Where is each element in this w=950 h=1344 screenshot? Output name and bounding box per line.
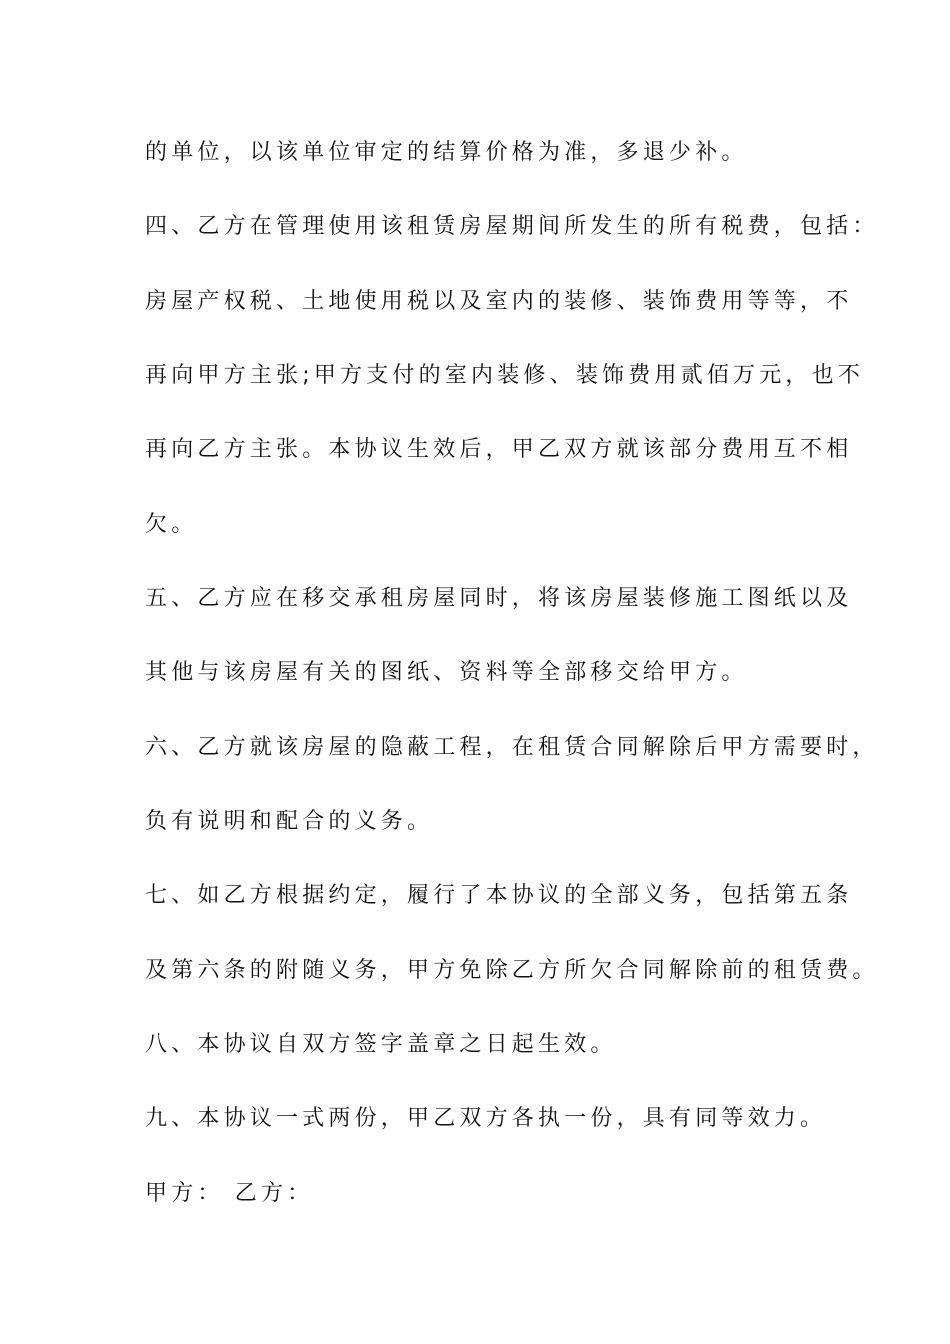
paragraph-line: 房屋产权税、土地使用税以及室内的装修、装饰费用等等，不 (145, 289, 853, 314)
paragraph-line: 再向甲方主张;甲方支付的室内装修、装饰费用贰佰万元，也不 (145, 363, 865, 388)
paragraph-line: 的单位，以该单位审定的结算价格为准，多退少补。 (145, 140, 748, 165)
paragraph-line: 其他与该房屋有关的图纸、资料等全部移交给甲方。 (145, 660, 748, 685)
paragraph-line: 及第六条的附随义务，甲方免除乙方所欠合同解除前的租赁费。 (145, 958, 879, 983)
clause-six-line: 六、乙方就该房屋的隐蔽工程，在租赁合同解除后甲方需要时， (145, 735, 879, 760)
clause-seven-line: 七、如乙方根据约定，履行了本协议的全部义务，包括第五条 (145, 883, 853, 908)
signature-parties-line: 甲方： 乙方： (145, 1181, 314, 1206)
paragraph-line: 负有说明和配合的义务。 (145, 809, 434, 834)
clause-eight-line: 八、本协议自双方签字盖章之日起生效。 (145, 1032, 617, 1057)
clause-five-line: 五、乙方应在移交承租房屋同时，将该房屋装修施工图纸以及 (145, 586, 853, 611)
clause-four-line: 四、乙方在管理使用该租赁房屋期间所发生的所有税费，包括： (145, 214, 879, 239)
paragraph-line: 欠。 (145, 512, 198, 537)
paragraph-line: 再向乙方主张。本协议生效后，甲乙双方就该部分费用互不相 (145, 437, 853, 462)
clause-nine-line: 九、本协议一式两份，甲乙双方各执一份，具有同等效力。 (145, 1106, 827, 1131)
